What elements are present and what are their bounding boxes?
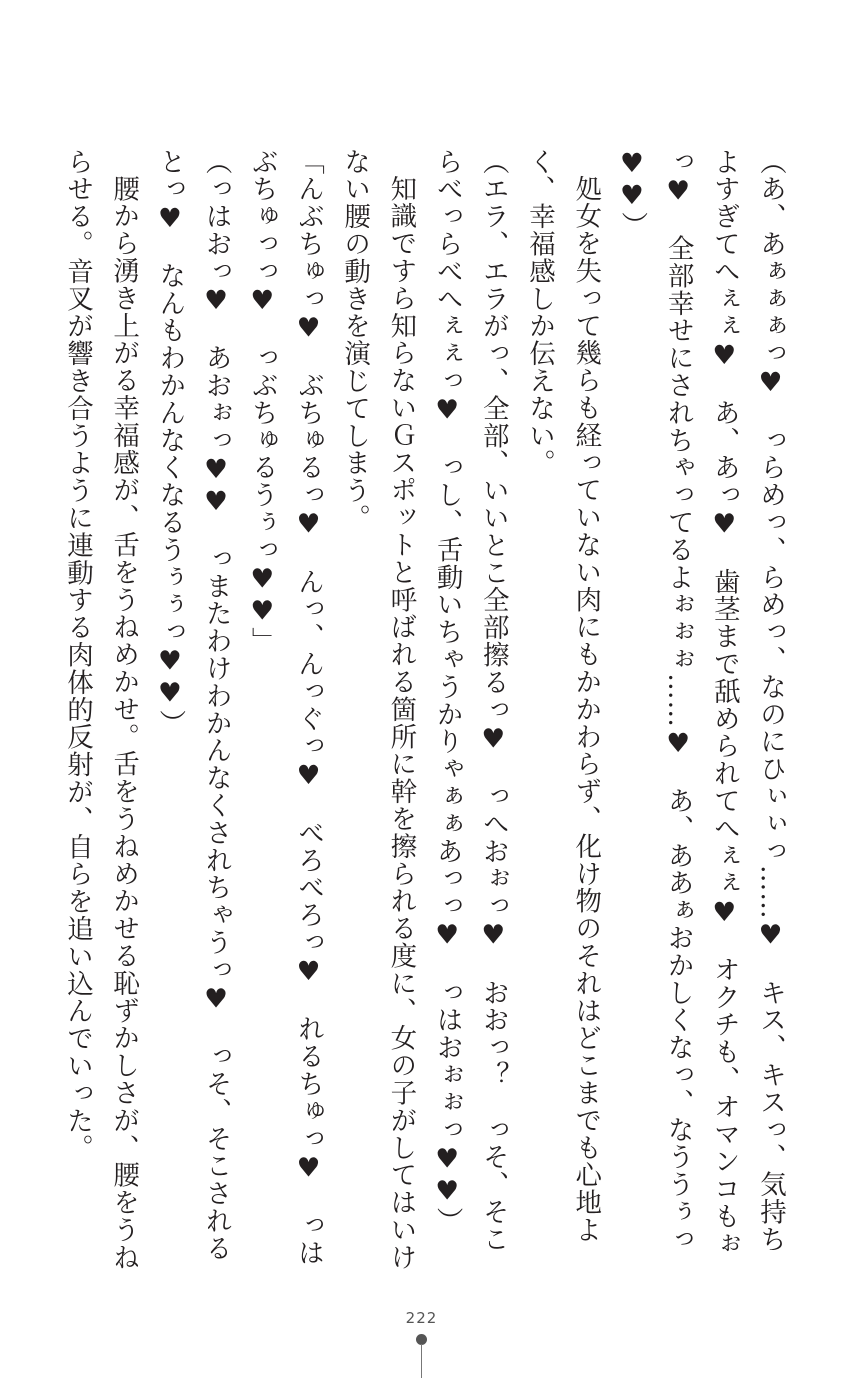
paragraph: （っはおっ♥ あおぉっ♥♥ っまたわけわかんなくされちゃうっ♥ っそ、そこされるとっ♥ なんもわかんなくなるうぅぅっ♥♥） [154,148,232,1262]
paragraph: 知識ですら知らないＧスポットと呼ばれる箇所に幹を擦られる度に、女の子がしてはいけない腰の動きを演じてしまう。 [339,148,417,1271]
page-number: 222 [405,1309,438,1327]
paragraph: （エラ、エラがっ、全部、いいとこ全部擦るっ♥ っへおぉっ♥ おおっ？ っそ、そこらべっらべへぇぇっ♥ っし、舌動いちゃうかりゃぁぁあっっ♥ っはおぉぉっ♥♥） [431,148,509,1253]
vertical-text-body [41,148,793,1280]
paragraph: 腰から湧き上がる幸福感が、舌をうねめかせ。舌をうねめかせる恥ずかしさが、腰をうねらせる。音叉が響き合うように連動する肉体的反射が、自らを追い込んでいった。 [61,148,140,1271]
paragraph: 「んぶちゅっ♥ ぶちゅるっ♥ んっ、んっぐっ♥ べろべろっ♥ れるちゅっ♥ っはぶちゅっっ♥ っぶちゅるうぅっ♥♥」 [246,148,324,1267]
paragraph: 処女を失って幾らも経っていない肉にもかかわらず、化け物のそれはどこまでも心地よく、幸福感しか伝えない。 [523,148,602,1244]
paragraph: （あ、あぁぁぁっ♥ っらめっ、らめっ、なのにひぃぃっ……♥ キス、キスっ、気持ちよすぎてへぇぇ♥ あ、あっ♥ 歯茎まで舐められてへぇぇ♥ オクチも、オマンコもぉっ♥ 全部幸せにされちゃってるよぉぉぉ……♥ あ、ああぁおかしくなっ、なううぅっ♥♥） [616,148,786,1258]
page-footer [0,1306,843,1378]
page-marker-line [421,1344,422,1378]
